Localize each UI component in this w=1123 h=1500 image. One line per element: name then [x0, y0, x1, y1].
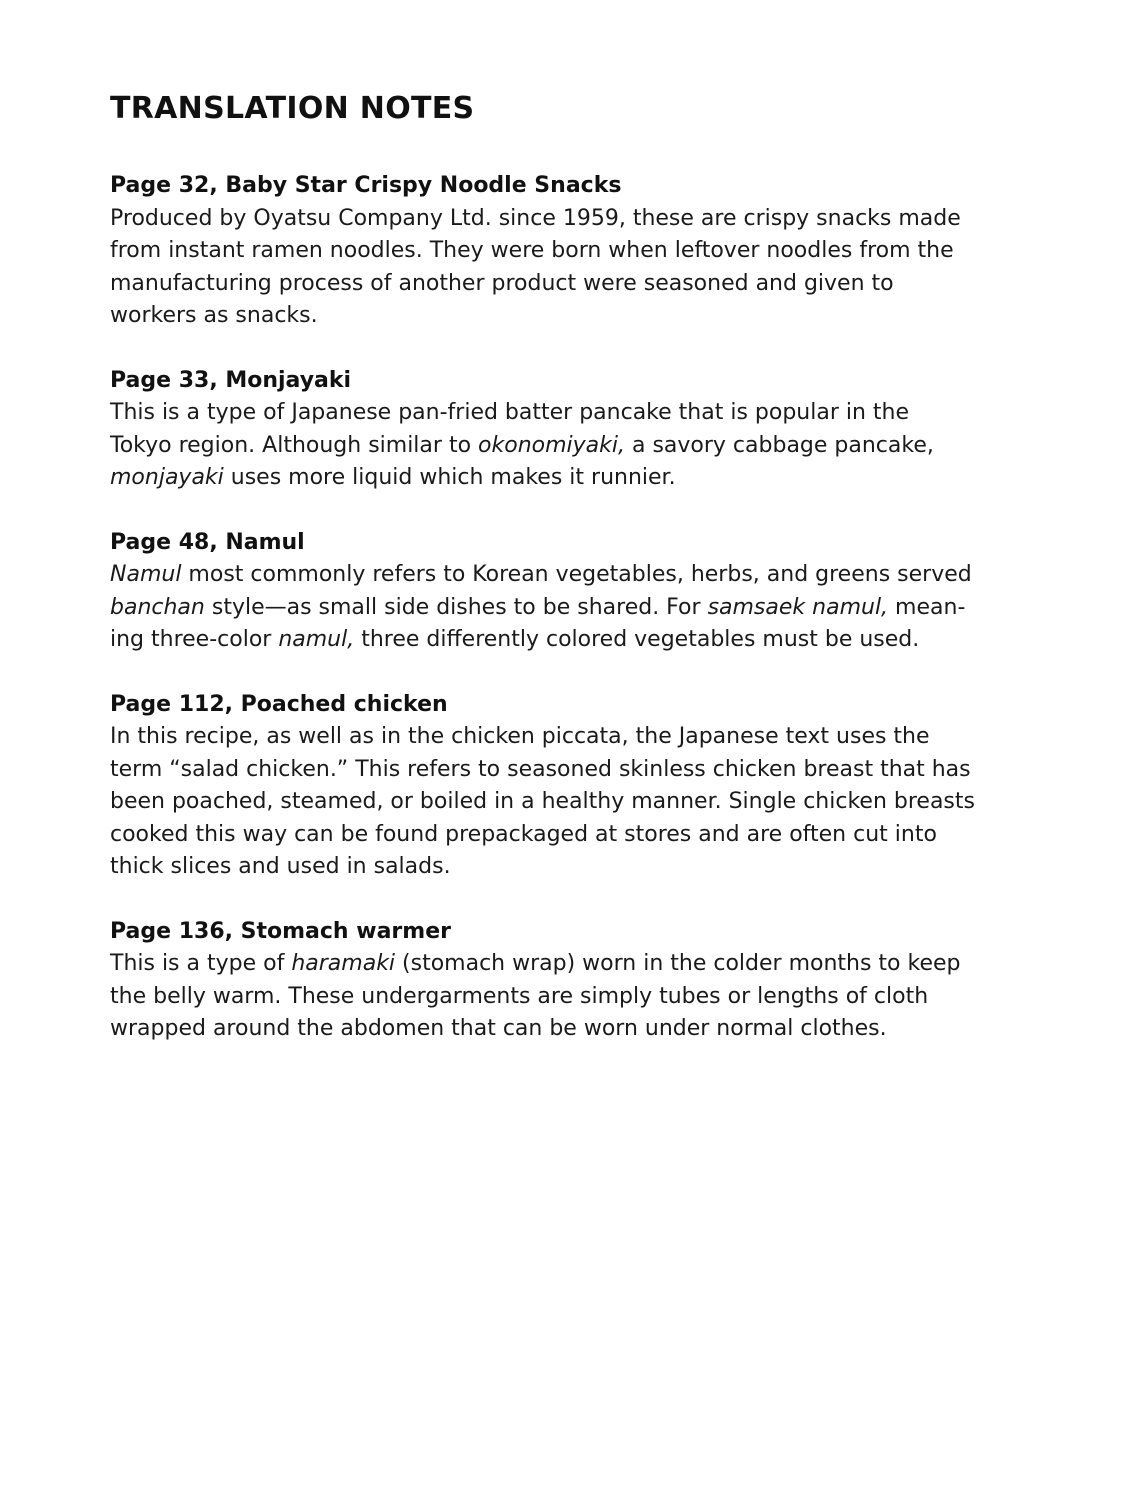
text-run: three differently colored vegetables must be used.	[354, 627, 920, 652]
text-run: a savory cabbage pancake,	[624, 432, 934, 458]
note-heading: Page 112, Poached chicken	[110, 691, 448, 717]
text-run: manufacturing process of another product were seasoned and given to	[110, 270, 894, 296]
note-stomach-warmer	[110, 916, 1050, 1046]
note-namul	[110, 527, 1050, 657]
italic-term: samsaek namul,	[707, 594, 889, 620]
note-body-line	[110, 462, 1050, 495]
italic-term: okonomiyaki,	[478, 432, 625, 458]
text-run: This is a type of Japanese pan-fried batter pancake that is popular in the	[110, 400, 910, 425]
italic-term: Namul	[110, 562, 182, 587]
text-run: In this recipe, as well as in the chicken piccata, the Japanese text uses the	[110, 724, 930, 749]
note-body-line	[110, 430, 1050, 463]
note-body-line	[110, 624, 1050, 657]
note-body	[110, 559, 1050, 657]
text-run: This is a type of	[110, 951, 292, 976]
document-page	[110, 88, 1050, 1078]
note-body-line	[110, 235, 1050, 268]
text-run: wrapped around the abdomen that can be worn under normal clothes.	[110, 1016, 887, 1041]
note-body	[110, 203, 1050, 333]
note-body-line	[110, 268, 1050, 301]
note-body-line	[110, 592, 1050, 625]
note-body-line	[110, 1013, 1050, 1046]
note-body-line	[110, 300, 1050, 333]
text-run: ing three-color	[110, 627, 279, 652]
text-run: mean-	[888, 594, 966, 620]
text-run: Produced by Oyatsu Company Ltd. since 1959, these are crispy snacks made	[110, 205, 961, 231]
note-body-line	[110, 203, 1050, 236]
note-body-line	[110, 559, 1050, 592]
note-body-line	[110, 754, 1050, 787]
italic-term: namul,	[278, 627, 355, 652]
text-run: most commonly refers to Korean vegetables, herbs, and greens served	[181, 562, 972, 587]
note-body	[110, 948, 1050, 1046]
text-run: workers as snacks.	[110, 303, 318, 328]
text-run: from instant ramen noodles. They were born when leftover noodles from the	[110, 238, 954, 263]
text-run: cooked this way can be found prepackaged at stores and are often cut into	[110, 821, 937, 847]
note-body-line	[110, 851, 1050, 884]
note-body-line	[110, 397, 1050, 430]
note-heading: Page 136, Stomach warmer	[110, 918, 451, 944]
note-body-line	[110, 981, 1050, 1014]
text-run: (stomach wrap) worn in the colder months to keep	[395, 951, 961, 976]
note-baby-star	[110, 170, 1050, 333]
italic-term: haramaki	[291, 951, 396, 976]
italic-term: banchan	[110, 594, 205, 620]
text-run: term “salad chicken.” This refers to seasoned skinless chicken breast that has	[110, 756, 971, 782]
note-body-line	[110, 819, 1050, 852]
text-run: been poached, steamed, or boiled in a healthy manner. Single chicken breasts	[110, 789, 975, 814]
document-title: TRANSLATION NOTES	[110, 91, 475, 126]
note-body-line	[110, 948, 1050, 981]
note-poached-chicken	[110, 689, 1050, 884]
text-run: Tokyo region. Although similar to	[110, 432, 479, 458]
text-run: uses more liquid which makes it runnier.	[223, 465, 676, 490]
text-run: the belly warm. These undergarments are simply tubes or lengths of cloth	[110, 983, 929, 1009]
text-run: style—as small side dishes to be shared. For	[204, 594, 708, 620]
note-body	[110, 397, 1050, 495]
note-body	[110, 721, 1050, 884]
note-body-line	[110, 786, 1050, 819]
note-monjayaki	[110, 365, 1050, 495]
note-body-line	[110, 721, 1050, 754]
italic-term: monjayaki	[110, 465, 224, 490]
text-run: thick slices and used in salads.	[110, 854, 451, 879]
note-heading: Page 48, Namul	[110, 529, 305, 555]
note-heading: Page 32, Baby Star Crispy Noodle Snacks	[110, 173, 622, 198]
note-heading: Page 33, Monjayaki	[110, 367, 352, 393]
